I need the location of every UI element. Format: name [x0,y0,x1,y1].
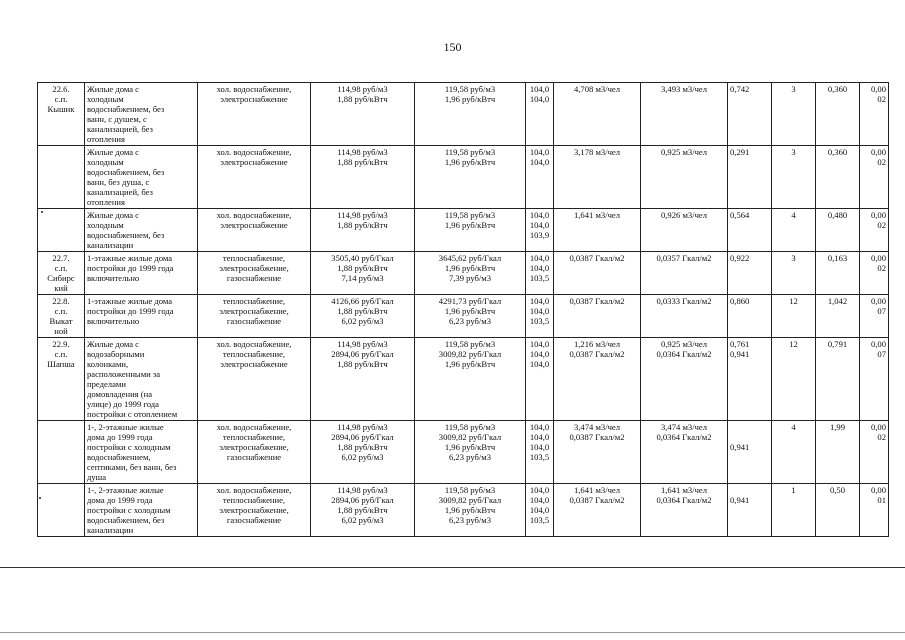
tariff-current-cell [311,295,415,338]
scan-speck [41,211,43,213]
description-cell [85,252,198,295]
coefficient-2-cell [772,252,816,295]
norm-current-cell [554,421,641,484]
norm-new-cell [641,295,728,338]
coefficient-4-cell-text: 0,00 02 [870,147,886,167]
tariff-new-cell [415,338,526,421]
index-cell [526,209,554,252]
coefficient-3-cell-text: 0,50 [829,485,846,495]
description-cell-text: Жилые дома с холодным водоснабжением, без канализации [87,210,165,250]
coefficient-1-cell [728,421,772,484]
index-cell-text: 104,0 104,0 [529,84,550,104]
norm-current-cell-text: 3,474 м3/чел 0,0387 Гкал/м2 [569,422,625,442]
tariff-new-cell [415,295,526,338]
scan-edge [0,632,905,633]
coefficient-1-cell [728,146,772,209]
coefficient-4-cell [860,209,889,252]
table-row [38,421,889,484]
coefficient-3-cell [816,209,860,252]
tariff-new-cell-text: 119,58 руб/м3 1,96 руб/кВтч [444,210,496,230]
description-cell [85,146,198,209]
table-row [38,83,889,146]
service-cell-text: теплоснабжение, электроснабжение, газоснабжение [219,296,289,326]
service-cell [198,421,311,484]
tariff-current-cell [311,146,415,209]
norm-current-cell-text: 1,216 м3/чел 0,0387 Гкал/м2 [569,339,625,359]
norm-current-cell-text: 1,641 м3/чел 0,0387 Гкал/м2 [569,485,625,505]
norm-new-cell-text: 3,474 м3/чел 0,0364 Гкал/м2 [656,422,712,442]
norm-new-cell [641,209,728,252]
service-cell-text: хол. водоснабжение, теплоснабжение, электроснабжение [216,339,292,369]
tariff-new-cell [415,252,526,295]
coefficient-2-cell-text: 4 [791,422,796,432]
norm-new-cell [641,83,728,146]
index-cell-text: 104,0 104,0 103,5 [529,296,550,326]
coefficient-4-cell-text: 0,00 07 [870,296,886,316]
row-number-cell-text: 22.9. с.п. Шапша [47,339,75,369]
coefficient-3-cell-text: 1,99 [829,422,846,432]
row-number-cell [38,484,85,537]
description-cell [85,295,198,338]
index-cell-text: 104,0 104,0 103,9 [529,210,550,240]
description-cell [85,209,198,252]
description-cell-text: 1-этажные жилые дома постройки до 1999 года включительно [87,253,174,283]
service-cell [198,295,311,338]
row-number-cell-text: 22.6. с.п. Кышик [47,84,75,114]
coefficient-3-cell-text: 0,163 [827,253,848,263]
coefficient-3-cell [816,146,860,209]
tariff-new-cell-text: 119,58 руб/м3 3009,82 руб/Гкал 1,96 руб/кВтч 6,23 руб/м3 [438,422,502,462]
row-number-cell [38,252,85,295]
norm-current-cell-text: 3,178 м3/чел [573,147,621,157]
norm-new-cell [641,146,728,209]
coefficient-1-cell-text: 0,291 [730,147,750,157]
tariff-new-cell [415,146,526,209]
coefficient-3-cell [816,484,860,537]
row-number-cell [38,146,85,209]
norm-new-cell [641,484,728,537]
table-row [38,338,889,421]
tariff-new-cell-text: 119,58 руб/м3 3009,82 руб/Гкал 1,96 руб/кВтч 6,23 руб/м3 [438,485,502,525]
coefficient-4-cell-text: 0,00 02 [870,84,886,104]
tariff-current-cell [311,338,415,421]
index-cell [526,338,554,421]
norm-current-cell-text: 0,0387 Гкал/м2 [569,296,625,306]
scan-speck [39,497,41,499]
norm-new-cell-text: 1,641 м3/чел 0,0364 Гкал/м2 [656,485,712,505]
coefficient-3-cell-text: 0,360 [827,147,848,157]
tariff-current-cell-text: 114,98 руб/м3 2894,06 руб/Гкал 1,88 руб/кВтч [331,339,394,369]
coefficient-4-cell-text: 0,00 01 [870,485,886,505]
norm-current-cell [554,484,641,537]
service-cell [198,252,311,295]
service-cell [198,83,311,146]
coefficient-1-cell-text: 0,564 [730,210,750,220]
row-number-cell [38,209,85,252]
service-cell [198,209,311,252]
index-cell-text: 104,0 104,0 [529,147,550,167]
tariff-current-cell [311,421,415,484]
coefficient-3-cell [816,252,860,295]
service-cell-text: хол. водоснабжение, теплоснабжение, электроснабжение, газоснабжение [216,485,292,525]
tariff-current-cell [311,484,415,537]
tariff-current-cell-text: 4126,66 руб/Гкал 1,88 руб/кВтч 6,02 руб/м3 [331,296,394,326]
table-body [38,83,889,537]
coefficient-2-cell [772,421,816,484]
coefficient-4-cell [860,338,889,421]
coefficient-3-cell-text: 0,360 [827,84,848,94]
coefficient-2-cell-text: 12 [789,339,798,349]
tariff-current-cell-text: 114,98 руб/м3 1,88 руб/кВтч [337,147,388,167]
tariff-new-cell [415,421,526,484]
index-cell-text: 104,0 104,0 104,0 [529,339,550,369]
coefficient-4-cell-text: 0,00 02 [870,253,886,273]
coefficient-2-cell-text: 12 [789,296,798,306]
row-number-cell [38,295,85,338]
norm-new-cell-text: 0,0333 Гкал/м2 [656,296,712,306]
index-cell [526,295,554,338]
description-cell [85,83,198,146]
coefficient-3-cell [816,83,860,146]
norm-new-cell-text: 3,493 м3/чел [660,84,708,94]
coefficient-3-cell-text: 1,042 [827,296,848,306]
description-cell-text: 1-, 2-этажные жилые дома до 1999 года постройки с холодным водоснабжением, септиками, без ванн, без душа [87,422,177,482]
tariff-current-cell-text: 114,98 руб/м3 1,88 руб/кВтч [337,210,388,230]
norm-current-cell [554,83,641,146]
index-cell [526,252,554,295]
index-cell [526,83,554,146]
tariff-new-cell-text: 4291,73 руб/Гкал 1,96 руб/кВтч 6,23 руб/м3 [438,296,502,326]
table-row [38,484,889,537]
service-cell-text: теплоснабжение, электроснабжение, газоснабжение [219,253,289,283]
coefficient-2-cell [772,146,816,209]
service-cell-text: хол. водоснабжение, электроснабжение [216,147,292,167]
description-cell [85,338,198,421]
tariff-current-cell-text: 114,98 руб/м3 2894,06 руб/Гкал 1,88 руб/кВтч 6,02 руб/м3 [331,485,394,525]
row-number-cell-text: 22.8. с.п. Выкат ной [49,296,73,336]
index-cell [526,484,554,537]
coefficient-4-cell [860,484,889,537]
row-number-cell-text: 22.7. с.п. Сибирс кий [47,253,75,293]
norm-new-cell-text: 0,926 м3/чел [660,210,708,220]
coefficient-2-cell [772,83,816,146]
coefficient-4-cell [860,295,889,338]
table-row [38,209,889,252]
coefficient-4-cell-text: 0,00 07 [870,339,886,359]
tariff-new-cell [415,83,526,146]
norm-current-cell-text: 1,641 м3/чел [573,210,621,220]
tariff-new-cell-text: 119,58 руб/м3 3009,82 руб/Гкал 1,96 руб/кВтч [438,339,502,369]
service-cell [198,484,311,537]
coefficient-3-cell-text: 0,791 [827,339,848,349]
tariff-table [37,82,889,537]
description-cell-text: Жилые дома с холодным водоснабжением, без ванн, без душа, с канализацией, без отопления [87,147,165,207]
coefficient-2-cell-text: 4 [791,210,796,220]
coefficient-2-cell-text: 3 [791,84,796,94]
norm-current-cell [554,252,641,295]
service-cell [198,146,311,209]
coefficient-1-cell-text: 0,941 [730,495,750,505]
coefficient-1-cell-text: 0,941 [730,442,750,452]
coefficient-1-cell-text: 0,922 [730,253,750,263]
coefficient-2-cell [772,338,816,421]
tariff-current-cell-text: 114,98 руб/м3 1,88 руб/кВтч [337,84,388,104]
coefficient-2-cell-text: 3 [791,147,796,157]
index-cell-text: 104,0 104,0 103,5 [529,253,550,283]
norm-current-cell [554,209,641,252]
coefficient-4-cell [860,421,889,484]
coefficient-1-cell-text: 0,860 [730,296,750,306]
norm-new-cell-text: 0,925 м3/чел 0,0364 Гкал/м2 [656,339,712,359]
row-number-cell [38,83,85,146]
description-cell-text: 1-, 2-этажные жилые дома до 1999 года постройки с холодным водоснабжением, без канализации [87,485,171,535]
coefficient-3-cell-text: 0,480 [827,210,848,220]
description-cell [85,484,198,537]
norm-current-cell-text: 0,0387 Гкал/м2 [569,253,625,263]
norm-new-cell [641,421,728,484]
coefficient-4-cell [860,83,889,146]
coefficient-3-cell [816,338,860,421]
norm-current-cell-text: 4,708 м3/чел [573,84,621,94]
coefficient-1-cell [728,338,772,421]
coefficient-1-cell [728,295,772,338]
coefficient-2-cell-text: 1 [791,485,796,495]
tariff-new-cell-text: 119,58 руб/м3 1,96 руб/кВтч [444,147,496,167]
coefficient-2-cell [772,484,816,537]
tariff-new-cell-text: 119,58 руб/м3 1,96 руб/кВтч [444,84,496,104]
tariff-new-cell [415,484,526,537]
row-number-cell [38,338,85,421]
norm-current-cell [554,295,641,338]
description-cell [85,421,198,484]
norm-current-cell [554,146,641,209]
tariff-current-cell-text: 114,98 руб/м3 2894,06 руб/Гкал 1,88 руб/кВтч 6,02 руб/м3 [331,422,394,462]
description-cell-text: Жилые дома с холодным водоснабжением, без ванн, с душем, с канализацией, без отопления [87,84,165,144]
coefficient-4-cell-text: 0,00 02 [870,210,886,230]
table-row [38,146,889,209]
norm-current-cell [554,338,641,421]
coefficient-4-cell [860,146,889,209]
tariff-current-cell [311,209,415,252]
description-cell-text: Жилые дома с водозаборными колонками, расположенными за пределами домовладения (на улице) до 1999 года постройки с отоплением [87,339,178,419]
service-cell-text: хол. водоснабжение, электроснабжение [216,210,292,230]
coefficient-1-cell-text: 0,761 0,941 [730,339,750,359]
bottom-rule [0,567,905,568]
coefficient-4-cell-text: 0,00 02 [870,422,886,442]
table-row [38,252,889,295]
tariff-new-cell-text: 3645,62 руб/Гкал 1,96 руб/кВтч 7,39 руб/м3 [438,253,502,283]
coefficient-2-cell [772,209,816,252]
description-cell-text: 1-этажные жилые дома постройки до 1999 года включительно [87,296,174,326]
coefficient-1-cell-text: 0,742 [730,84,750,94]
norm-new-cell-text: 0,925 м3/чел [660,147,708,157]
norm-new-cell [641,252,728,295]
table-row [38,295,889,338]
tariff-current-cell [311,252,415,295]
index-cell-text: 104,0 104,0 104,0 103,5 [529,485,550,525]
tariff-new-cell [415,209,526,252]
coefficient-1-cell [728,83,772,146]
coefficient-1-cell [728,209,772,252]
coefficient-3-cell [816,421,860,484]
service-cell [198,338,311,421]
tariff-current-cell [311,83,415,146]
coefficient-1-cell [728,252,772,295]
tariff-current-cell-text: 3505,40 руб/Гкал 1,88 руб/кВтч 7,14 руб/м3 [331,253,394,283]
coefficient-2-cell-text: 3 [791,253,796,263]
norm-new-cell [641,338,728,421]
service-cell-text: хол. водоснабжение, электроснабжение [216,84,292,104]
service-cell-text: хол. водоснабжение, теплоснабжение, электроснабжение, газоснабжение [216,422,292,462]
page-number: 150 [443,40,462,54]
index-cell-text: 104,0 104,0 104,0 103,5 [529,422,550,462]
row-number-cell [38,421,85,484]
index-cell [526,146,554,209]
coefficient-3-cell [816,295,860,338]
index-cell [526,421,554,484]
coefficient-4-cell [860,252,889,295]
norm-new-cell-text: 0,0357 Гкал/м2 [656,253,712,263]
coefficient-1-cell [728,484,772,537]
coefficient-2-cell [772,295,816,338]
